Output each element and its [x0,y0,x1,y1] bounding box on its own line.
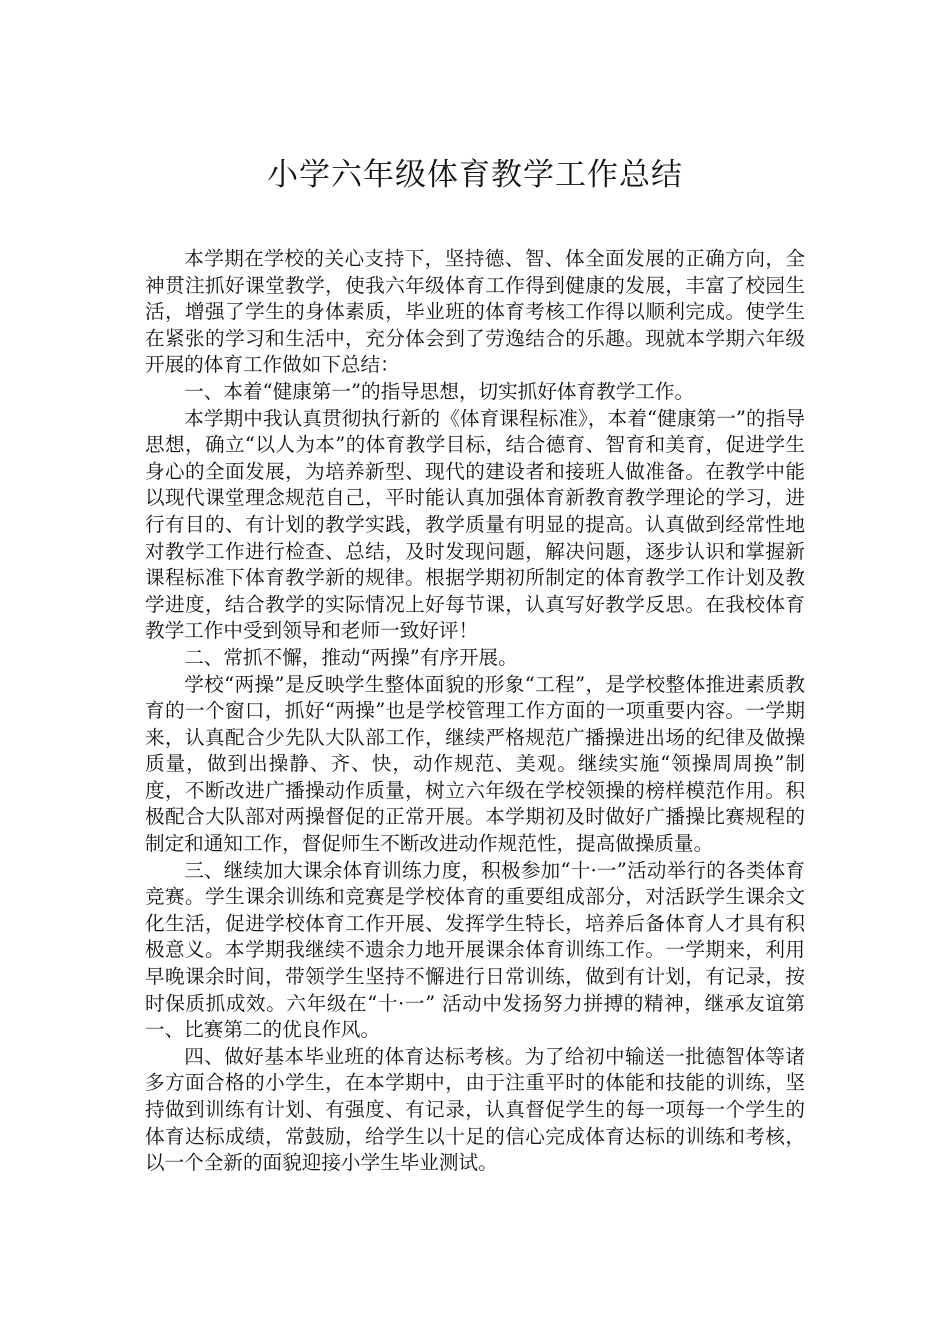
section-heading-2: 二、常抓不懈，推动“两操”有序开展。 [184,645,518,669]
document-body [145,246,805,1177]
section-paragraph-2: 学校“两操”是反映学生整体面貌的形象“工程”，是学校整体推进素质教育的一个窗口，抓好“两操”也是学校管理工作方面的一项重要内容。一学期来，认真配合少先队大队部工作，继续严格规范广播操进出场的纪律及做操质量，做到出操静、齐、快，动作规范、美观。继续实施“领操周周换”制度，不断改进广播操动作质量，树立六年级在学校领操的榜样模范作用。积极配合大队部对两操督促的正常开展。本学期初及时做好广播操比赛规程的制定和通知工作，督促师生不断改进动作规范性，提高做操质量。 [145,672,805,856]
document-title: 小学六年级体育教学工作总结 [267,157,683,193]
section-paragraph-4: 四、做好基本毕业班的体育达标考核。为了给初中输送一批德智体等诸多方面合格的小学生，在本学期中，由于注重平时的体能和技能的训练，坚持做到训练有计划、有强度、有记录，认真督促学生的每一项每一个学生的体育达标成绩，常鼓励，给学生以十足的信心完成体育达标的训练和考核，以一个全新的面貌迎接小学生毕业测试。 [145,1044,805,1175]
section-heading-1: 一、本着“健康第一”的指导思想，切实抓好体育教学工作。 [184,379,695,403]
section-paragraph-1: 本学期中我认真贯彻执行新的《体育课程标准》，本着“健康第一”的指导思想，确立“以人为本”的体育教学目标，结合德育、智育和美育，促进学生身心的全面发展，为培养新型、现代的建设者和接班人做准备。在教学中能以现代课堂理念规范自己，平时能认真加强体育新教育教学理论的学习，进行有目的、有计划的教学实践，教学质量有明显的提高。认真做到经常性地对教学工作进行检查、总结，及时发现问题，解决问题，逐步认识和掌握新课程标准下体育教学新的规律。根据学期初所制定的体育教学工作计划及教学进度，结合教学的实际情况上好每节课，认真写好教学反思。在我校体育教学工作中受到领导和老师一致好评！ [145,406,805,643]
intro-paragraph: 本学期在学校的关心支持下，坚持德、智、体全面发展的正确方向，全神贯注抓好课堂教学，使我六年级体育工作得到健康的发展，丰富了校园生活，增强了学生的身体素质，毕业班的体育考核工作得以顺利完成。使学生在紧张的学习和生活中，充分体会到了劳逸结合的乐趣。现就本学期六年级开展的体育工作做如下总结： [145,247,805,377]
section-paragraph-3: 三、继续加大课余体育训练力度，积极参加“十·一”活动举行的各类体育竞赛。学生课余训练和竞赛是学校体育的重要组成部分，对活跃学生课余文化生活，促进学校体育工作开展、发挥学生特长，培养后备体育人才具有积极意义。本学期我继续不遗余力地开展课余体育训练工作。一学期来，利用早晚课余时间，带领学生坚持不懈进行日常训练，做到有计划，有记录，按时保质抓成效。六年级在“十·一” 活动中发扬努力拼搏的精神，继承友谊第一、比赛第二的优良作风。 [145,858,805,1042]
